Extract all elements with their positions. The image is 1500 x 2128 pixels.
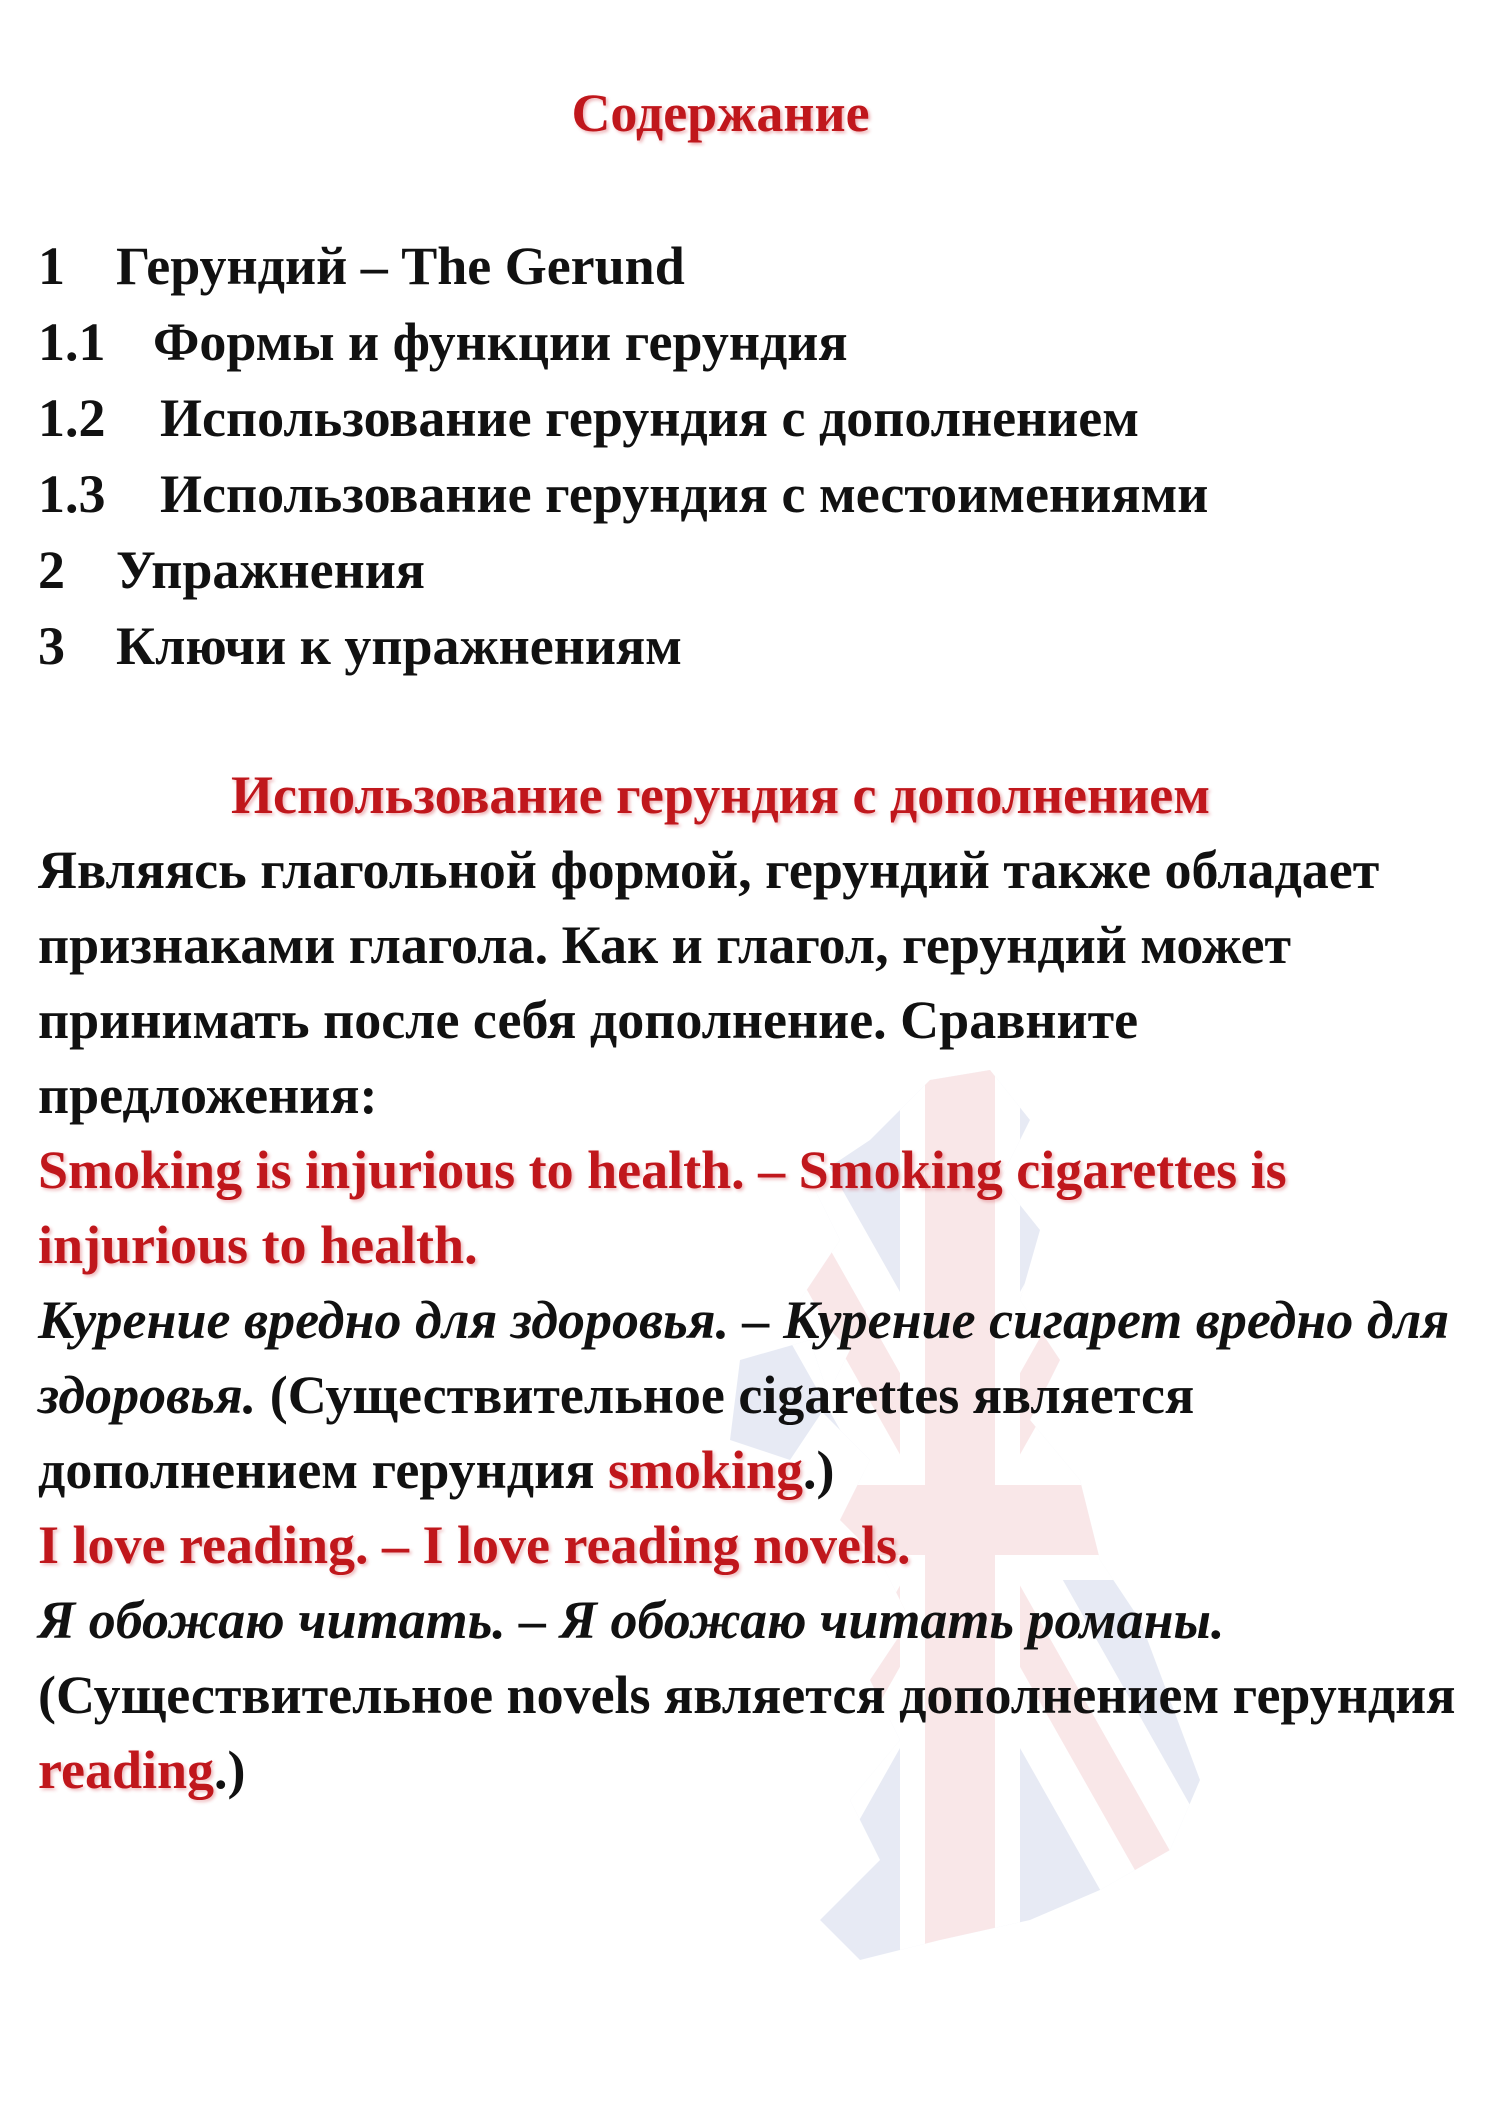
section-body [38, 833, 1478, 1808]
example-2-note-end: .) [214, 1740, 246, 1800]
toc-item-number: 1.2 [38, 388, 106, 448]
toc-item-label: Герундий – The Gerund [116, 236, 685, 296]
toc-item-number: 2 [38, 540, 65, 600]
toc-item-label: Формы и функции герундия [153, 312, 848, 372]
table-of-contents [38, 228, 1208, 684]
toc-item-1-2[interactable] [38, 380, 1208, 456]
toc-item-number: 1 [38, 236, 65, 296]
toc-item-number: 3 [38, 616, 65, 676]
example-1-note-start: (Существительное cigarettes является дополнением герундия [38, 1365, 1195, 1500]
example-1-translation: Курение вредно для здоровья. – Курение сигарет вредно для здоровья. [38, 1290, 1450, 1425]
toc-item-number: 1.1 [38, 312, 106, 372]
example-1-note-end: .) [803, 1440, 835, 1500]
toc-item-1-1[interactable] [38, 304, 1208, 380]
toc-item-2[interactable] [38, 532, 1208, 608]
toc-item-label: Ключи к упражнениям [116, 616, 682, 676]
toc-item-1[interactable] [38, 228, 1208, 304]
example-2-gerund: reading [38, 1740, 215, 1800]
contents-title: Содержание [571, 83, 870, 143]
toc-item-3[interactable] [38, 608, 1208, 684]
section-title: Использование герундия с дополнением [230, 765, 1210, 825]
example-2-note-start: (Существительное novels является дополнением герундия [38, 1665, 1456, 1725]
toc-item-1-3[interactable] [38, 456, 1208, 532]
example-1-english: Smoking is injurious to health. – Smoking cigarettes is injurious to health. [38, 1140, 1287, 1275]
toc-item-label: Использование герундия с дополнением [160, 388, 1140, 448]
example-2-note [38, 1658, 1478, 1808]
intro-paragraph: Являясь глагольной формой, герундий также обладает признаками глагола. Как и глагол, герундий может принимать после себя дополнение. Сравните предложения: [38, 840, 1380, 1125]
example-2-english: I love reading. – I love reading novels. [38, 1515, 911, 1575]
example-1-gerund: smoking [607, 1440, 804, 1500]
example-2-translation: Я обожаю читать. – Я обожаю читать романы. [38, 1590, 1225, 1650]
toc-item-number: 1.3 [38, 464, 106, 524]
toc-item-label: Упражнения [116, 540, 426, 600]
example-1-russian [38, 1283, 1478, 1508]
toc-item-label: Использование герундия с местоимениями [160, 464, 1209, 524]
